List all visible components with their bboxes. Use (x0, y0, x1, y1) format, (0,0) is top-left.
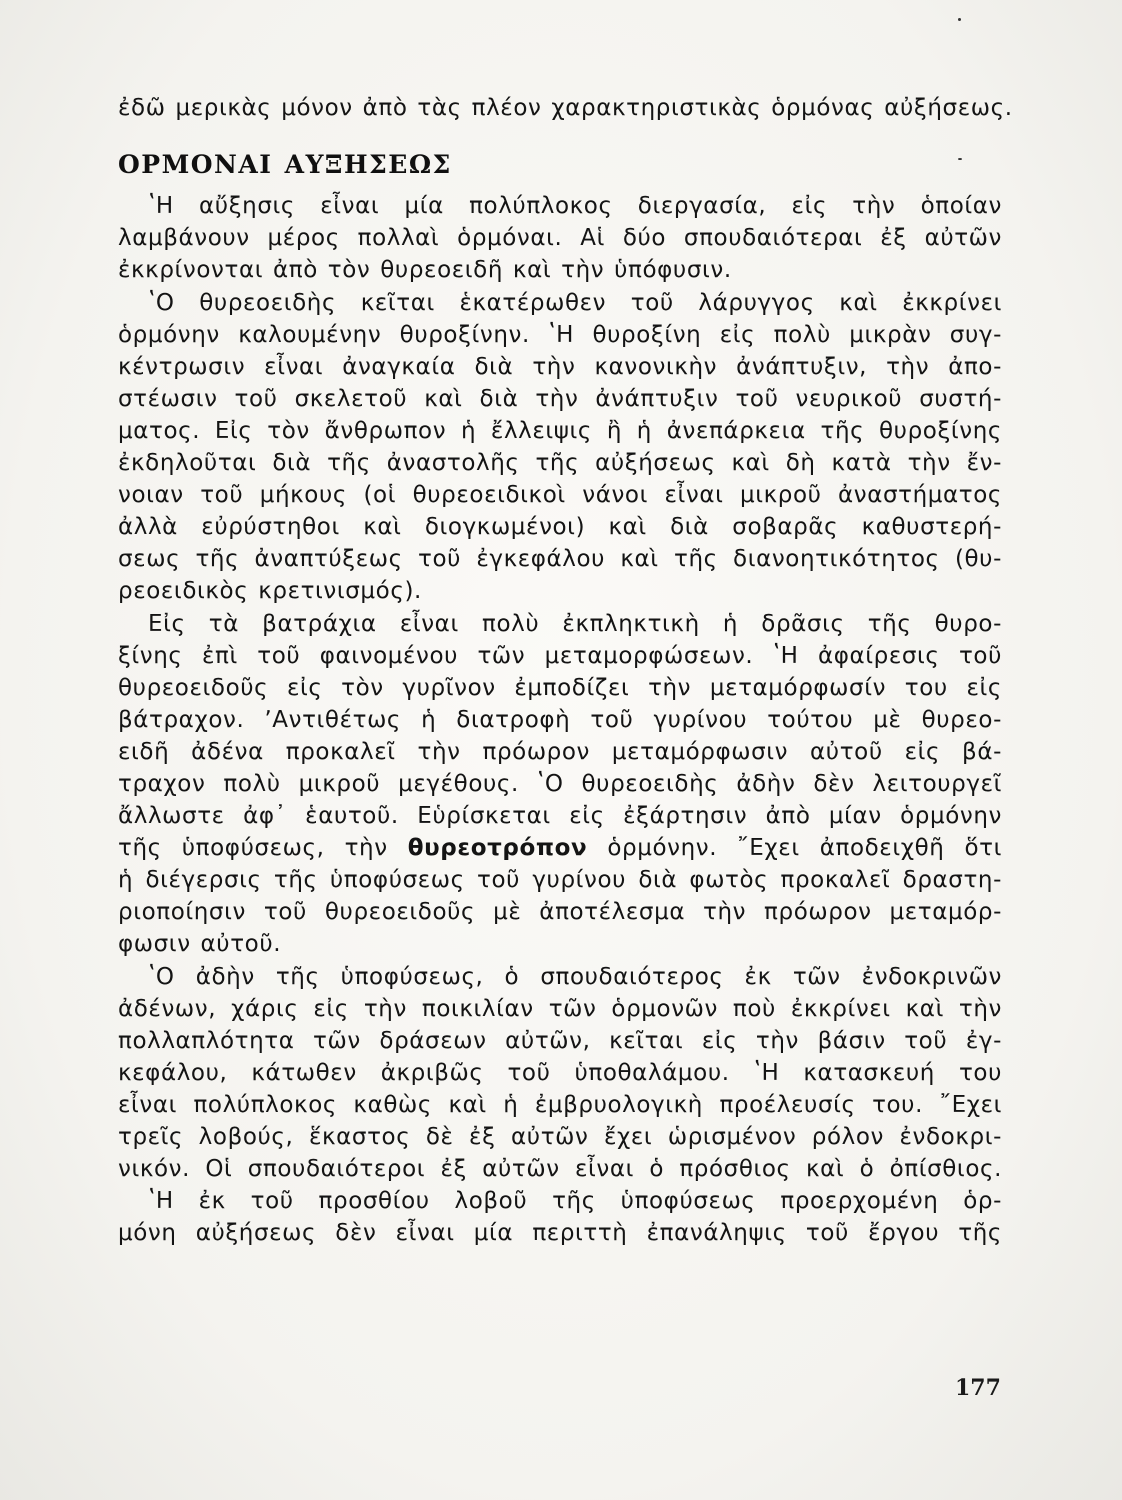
text-line: κέντρωσιν εἶναι ἀναγκαία διὰ τὴν κανονικὴν ἀνάπτυξιν, τὴν ἀπο- (118, 354, 1002, 380)
text-line: πολλαπλότητα τῶν δράσεων αὐτῶν, κεῖται εἰς τὴν βάσιν τοῦ ἐγ- (118, 1028, 1002, 1054)
text-line: λαμβάνουν μέρος πολλαὶ ὁρμόναι. Αἱ δύο σπουδαιότεραι ἐξ αὐτῶν (118, 225, 1002, 251)
text-line: ἀδένων, χάρις εἰς τὴν ποικιλίαν τῶν ὁρμονῶν ποὺ ἐκκρίνει καὶ τὴν (118, 996, 1002, 1022)
text-line: ʽΟ θυρεοειδὴς κεῖται ἑκατέρωθεν τοῦ λάρυγγος καὶ ἐκκρίνει (148, 290, 1002, 316)
text-line: ὁρμόνην καλουμένην θυροξίνην. ʽΗ θυροξίνη εἰς πολὺ μικρὰν συγ- (118, 322, 1002, 348)
text-fragment: ὁρμόνην. ῎Εχει ἀποδειχθῆ ὅτι (607, 835, 1002, 861)
text-line: ματος. Εἰς τὸν ἄνθρωπον ἡ ἔλλειψις ἢ ἡ ἀνεπάρκεια τῆς θυροξίνης (118, 418, 1002, 444)
text-fragment: τῆς ὑποφύσεως, τὴν (118, 835, 388, 861)
text-line: σεως τῆς ἀναπτύξεως τοῦ ἐγκεφάλου καὶ τῆς διανοητικότητος (θυ- (118, 546, 1002, 572)
text-line: ʽΗ ἐκ τοῦ προσθίου λοβοῦ τῆς ὑποφύσεως προερχομένη ὁρ- (148, 1188, 1002, 1214)
page-body (118, 92, 1013, 1249)
text-line: εἶναι πολύπλοκος καθὼς καὶ ἡ ἐμβρυολογικὴ προέλευσίς του. ῎Εχει (118, 1092, 1002, 1118)
text-line: μόνη αὐξήσεως δὲν εἶναι μία περιττὴ ἐπανάληψις τοῦ ἔργου τῆς (118, 1220, 1002, 1246)
text-line: ἐκδηλοῦται διὰ τῆς ἀναστολῆς τῆς αὐξήσεως καὶ δὴ κατὰ τὴν ἔν- (118, 450, 1002, 476)
text-line: φωσιν αὐτοῦ. (118, 931, 282, 957)
text-line: ἡ διέγερσις τῆς ὑποφύσεως τοῦ γυρίνου διὰ φωτὸς προκαλεῖ δραστη- (118, 867, 1002, 893)
text-line: ἐδῶ μερικὰς μόνον ἀπὸ τὰς πλέον χαρακτηριστικὰς ὁρμόνας αὐξήσεως. (118, 95, 1013, 121)
section-heading: ΟΡΜΟΝΑΙ ΑΥΞΗΣΕΩΣ (118, 150, 452, 179)
text-line: νοιαν τοῦ μήκους (οἱ θυρεοειδικοὶ νάνοι εἶναι μικροῦ ἀναστήματος (118, 482, 1002, 508)
text-line: τρεῖς λοβούς, ἕκαστος δὲ ἐξ αὐτῶν ἔχει ὡρισμένον ρόλον ἐνδοκρι- (118, 1124, 1002, 1150)
text-line: ἄλλωστε ἀφ᾽ ἑαυτοῦ. Εὑρίσκεται εἰς ἐξάρτησιν ἀπὸ μίαν ὁρμόνην (118, 803, 1002, 829)
text-line: βάτραχον. ʼΑντιθέτως ἡ διατροφὴ τοῦ γυρίνου τούτου μὲ θυρεο- (118, 707, 1002, 733)
text-line: τραχον πολὺ μικροῦ μεγέθους. ʽΟ θυρεοειδὴς ἀδὴν δὲν λειτουργεῖ (118, 771, 1002, 797)
text-line: ἀλλὰ εὐρύστηθοι καὶ διογκωμένοι) καὶ διὰ σοβαρᾶς καθυστερή- (118, 514, 1002, 540)
bold-term: θυρεοτρόπον (407, 835, 588, 861)
text-line: ριοποίησιν τοῦ θυρεοειδοῦς μὲ ἀποτέλεσμα τὴν πρόωρον μεταμόρ- (118, 899, 1002, 925)
text-line: ἐκκρίνονται ἀπὸ τὸν θυρεοειδῆ καὶ τὴν ὑπόφυσιν. (118, 257, 732, 283)
text-line-with-bold-term (118, 832, 1002, 864)
text-line: ʽΟ ἀδὴν τῆς ὑποφύσεως, ὁ σπουδαιότερος ἐκ τῶν ἐνδοκρινῶν (148, 964, 1002, 990)
text-line: Εἰς τὰ βατράχια εἶναι πολὺ ἐκπληκτικὴ ἡ δρᾶσις τῆς θυρο- (148, 611, 1002, 637)
text-line: νικόν. Οἱ σπουδαιότεροι ἐξ αὐτῶν εἶναι ὁ πρόσθιος καὶ ὁ ὀπίσθιος. (118, 1156, 1002, 1182)
text-line: ρεοειδικὸς κρετινισμός). (118, 578, 422, 604)
text-line: κεφάλου, κάτωθεν ἀκριβῶς τοῦ ὑποθαλάμου. ʽΗ κατασκευή του (118, 1060, 1002, 1086)
scan-speck (958, 18, 961, 21)
text-line: θυρεοειδοῦς εἰς τὸν γυρῖνον ἐμποδίζει τὴν μεταμόρφωσίν του εἰς (118, 675, 1002, 701)
text-line: στέωσιν τοῦ σκελετοῦ καὶ διὰ τὴν ἀνάπτυξιν τοῦ νευρικοῦ συστή- (118, 386, 1002, 412)
text-line: ειδῆ ἀδένα προκαλεῖ τὴν πρόωρον μεταμόρφωσιν αὐτοῦ εἰς βά- (118, 739, 1002, 765)
page-number: 177 (955, 1375, 1001, 1401)
text-line: ʽΗ αὔξησις εἶναι μία πολύπλοκος διεργασία, εἰς τὴν ὁποίαν (148, 193, 1002, 219)
text-line: ξίνης ἐπὶ τοῦ φαινομένου τῶν μεταμορφώσεων. ʽΗ ἀφαίρεσις τοῦ (118, 643, 1002, 669)
